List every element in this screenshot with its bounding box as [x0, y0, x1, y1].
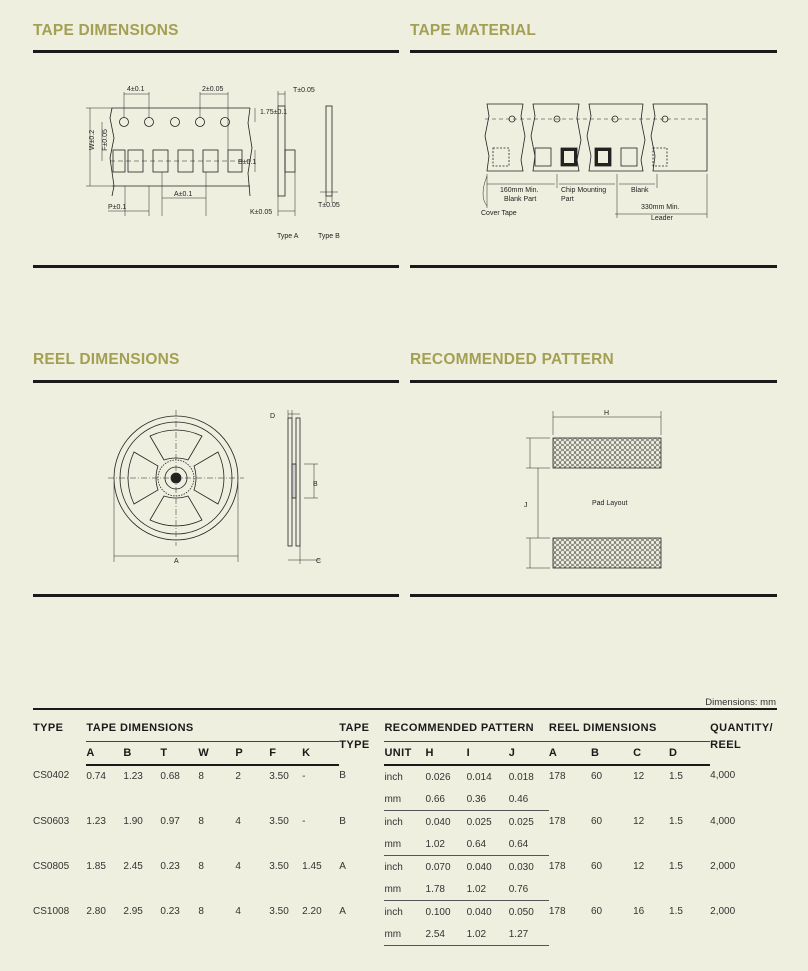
dim-a-label: A±0.1	[174, 191, 193, 198]
reel-dim-cell: 60	[590, 815, 603, 827]
sub-header: W	[198, 742, 235, 766]
sub-header: H	[426, 742, 467, 766]
tape-dim-cell: 0.23	[160, 905, 180, 917]
divider	[410, 50, 777, 53]
reel-b-label: B	[313, 481, 318, 488]
dim-f-label: F±0.05	[102, 129, 109, 151]
cover-tape-label: Cover Tape	[481, 210, 517, 217]
tape-material-diagram	[475, 96, 715, 226]
dim-p-label: P±0.1	[108, 204, 127, 211]
dimensions-unit-note: Dimensions: mm	[705, 697, 776, 708]
tape-dim-cell: 8	[198, 860, 204, 872]
unit-cell: mm	[384, 833, 425, 856]
reel-dim-cell: 60	[590, 771, 603, 782]
pattern-mm-cell: 0.76	[509, 878, 549, 901]
quantity-cell: 2,000	[710, 905, 736, 917]
pattern-inch-cell: 0.070	[425, 861, 451, 873]
pattern-mm-cell: 1.02	[467, 878, 509, 901]
tape-dim-cell: 0.74	[86, 771, 106, 782]
reel-dim-cell: 16	[633, 905, 645, 917]
type-cell: CS1008	[33, 905, 70, 917]
divider	[33, 380, 399, 383]
sub-header: C	[633, 742, 669, 766]
dim-t-label: T±0.05	[293, 87, 315, 94]
tape-type-cell: B	[339, 770, 346, 781]
unit-cell: mm	[384, 923, 425, 946]
reel-dimensions-heading: REEL DIMENSIONS	[33, 351, 180, 368]
pattern-j-label: J	[524, 502, 528, 509]
tape-type-cell: A	[339, 860, 346, 872]
tape-dim-cell: 8	[198, 771, 204, 782]
col-reel-dimensions-header: REEL DIMENSIONS	[549, 709, 710, 742]
tape-type-cell: B	[339, 815, 346, 827]
tape-dim-cell: 2.80	[86, 905, 106, 917]
col-recommended-pattern-header: RECOMMENDED PATTERN	[384, 709, 548, 742]
reel-dim-cell: 1.5	[669, 815, 683, 827]
reel-dim-cell: 178	[548, 905, 566, 917]
recommended-pattern-heading: RECOMMENDED PATTERN	[410, 351, 614, 368]
tape-dim-cell: 2.45	[123, 860, 143, 872]
table-row	[33, 901, 777, 924]
reel-dim-cell: 178	[548, 815, 566, 827]
divider	[33, 594, 399, 597]
pattern-inch-cell: 0.040	[466, 906, 492, 918]
dim-e-label: 1.75±0.1	[260, 109, 288, 116]
col-quantity-header: QUANTITY/ REEL	[710, 722, 774, 751]
col-tape-dimensions-header: TAPE DIMENSIONS	[86, 709, 339, 742]
pattern-inch-cell: 0.040	[425, 816, 451, 828]
table-row	[33, 856, 777, 879]
reel-dim-cell: 12	[633, 815, 645, 827]
tape-dim-cell: 3.50	[269, 860, 289, 872]
pattern-mm-cell: 2.54	[426, 923, 467, 946]
reel-dim-cell: 178	[548, 860, 566, 872]
sub-header: UNIT	[384, 742, 425, 766]
pattern-inch-cell: 0.018	[508, 771, 534, 783]
leader-label-1: 330mm Min.	[641, 204, 680, 211]
pattern-inch-cell: 0.100	[425, 906, 451, 918]
reel-dim-cell: 178	[548, 771, 566, 782]
tape-dim-cell: 1.23	[123, 771, 143, 782]
unit-cell: inch	[384, 906, 403, 918]
tape-dim-cell: 1.23	[86, 815, 106, 827]
dim-k-label: K±0.05	[250, 209, 273, 216]
tape-material-heading: TAPE MATERIAL	[410, 22, 537, 39]
divider	[410, 380, 777, 383]
sub-header: I	[467, 742, 509, 766]
reel-dimensions-diagram	[108, 406, 338, 571]
specification-table	[33, 708, 777, 946]
table-row	[33, 765, 777, 788]
pattern-inch-cell: 0.025	[466, 816, 492, 828]
type-b-label: Type B	[318, 233, 340, 240]
tape-dim-cell: 2.95	[123, 905, 143, 917]
reel-c-label: C	[316, 558, 322, 565]
reel-dim-cell: 1.5	[669, 771, 683, 782]
sub-header: T	[160, 742, 198, 766]
quantity-cell: 4,000	[710, 815, 736, 827]
pattern-inch-cell: 0.030	[508, 861, 534, 873]
type-a-label: Type A	[277, 233, 299, 240]
sub-header: J	[509, 742, 549, 766]
pattern-inch-cell: 0.040	[466, 861, 492, 873]
unit-cell: inch	[384, 861, 403, 873]
divider	[33, 50, 399, 53]
tape-dim-cell: 4	[235, 905, 241, 917]
pattern-mm-cell: 0.66	[426, 788, 467, 811]
dim-t2-label: T±0.05	[318, 202, 340, 209]
sub-header: A	[86, 742, 123, 766]
unit-cell: inch	[384, 816, 403, 828]
recommended-pattern-diagram	[520, 405, 670, 575]
tape-dimensions-diagram	[80, 78, 350, 248]
dim-w-label: W±0.2	[89, 129, 96, 151]
tape-dim-cell: 3.50	[269, 815, 289, 827]
reel-d-label: D	[270, 413, 276, 420]
reel-dim-cell: 12	[633, 860, 645, 872]
divider	[33, 265, 399, 268]
tape-dim-cell: 2.20	[302, 905, 322, 917]
tape-dim-cell: 0.68	[160, 771, 180, 782]
pattern-inch-cell: 0.050	[508, 906, 534, 918]
unit-cell: mm	[384, 788, 425, 811]
sub-header: B	[591, 742, 633, 766]
reel-dim-cell: 60	[590, 905, 603, 917]
unit-cell: mm	[384, 878, 425, 901]
tape-dim-cell: 8	[198, 815, 204, 827]
tape-dim-cell: 3.50	[269, 905, 289, 917]
tape-type-cell: A	[339, 905, 346, 917]
dim-b-label: B±0.1	[238, 159, 257, 166]
sub-header: B	[123, 742, 160, 766]
dim-p4-label: 4±0.1	[127, 86, 145, 93]
pad-layout-label: Pad Layout	[592, 500, 628, 507]
divider	[410, 265, 777, 268]
reel-a-label: A	[174, 558, 179, 565]
tape-dimensions-heading: TAPE DIMENSIONS	[33, 22, 179, 39]
tape-dim-cell: 1.85	[86, 860, 106, 872]
leader-label-2: Leader	[651, 215, 673, 222]
pattern-inch-cell: 0.026	[425, 771, 451, 783]
pattern-mm-cell: 0.64	[467, 833, 509, 856]
unit-cell: inch	[384, 771, 403, 783]
type-cell: CS0603	[33, 815, 70, 827]
sub-header: K	[302, 742, 339, 766]
reel-dim-cell: 1.5	[669, 860, 683, 872]
reel-dim-cell: 60	[590, 860, 603, 872]
quantity-cell: 4,000	[710, 770, 736, 781]
tape-dim-cell: 0.97	[160, 815, 180, 827]
pattern-inch-cell: 0.025	[508, 816, 534, 828]
pattern-mm-cell: 1.02	[426, 833, 467, 856]
type-cell: CS0805	[33, 860, 70, 872]
pattern-inch-cell: 0.014	[466, 771, 492, 783]
divider	[410, 594, 777, 597]
col-tape-type-header: TAPE TYPE	[339, 722, 370, 751]
tape-dim-cell: 1.90	[123, 815, 143, 827]
reel-dim-cell: 12	[633, 771, 645, 782]
tape-dim-cell: 4	[235, 860, 241, 872]
chip-mounting-label-2: Part	[561, 196, 574, 203]
blank-label: Blank	[631, 187, 649, 194]
sub-header: D	[669, 742, 710, 766]
tape-dim-cell: 8	[198, 905, 204, 917]
type-cell: CS0402	[33, 770, 70, 781]
dim-p2-label: 2±0.05	[202, 86, 224, 93]
sub-header: F	[269, 742, 302, 766]
tape-dim-cell: -	[302, 815, 306, 827]
col-type-header: TYPE	[33, 722, 64, 734]
pattern-mm-cell: 1.78	[426, 878, 467, 901]
pattern-mm-cell: 1.02	[467, 923, 509, 946]
pattern-mm-cell: 1.27	[509, 923, 549, 946]
blank-part-label-2: Blank Part	[504, 196, 537, 203]
tape-dim-cell: 4	[235, 815, 241, 827]
pattern-h-label: H	[604, 410, 610, 417]
tape-dim-cell: 0.23	[160, 860, 180, 872]
pattern-mm-cell: 0.64	[509, 833, 549, 856]
sub-header: P	[235, 742, 269, 766]
quantity-cell: 2,000	[710, 860, 736, 872]
tape-dim-cell: 2	[235, 771, 241, 782]
blank-part-label-1: 160mm Min.	[500, 187, 539, 194]
table-row	[33, 811, 777, 834]
chip-mounting-label-1: Chip Mounting	[561, 187, 607, 194]
sub-header: A	[549, 742, 591, 766]
reel-dim-cell: 1.5	[669, 905, 683, 917]
pattern-mm-cell: 0.46	[509, 788, 549, 811]
pattern-mm-cell: 0.36	[467, 788, 509, 811]
tape-dim-cell: 3.50	[269, 771, 289, 782]
tape-dim-cell: -	[302, 771, 306, 782]
tape-dim-cell: 1.45	[302, 860, 322, 872]
